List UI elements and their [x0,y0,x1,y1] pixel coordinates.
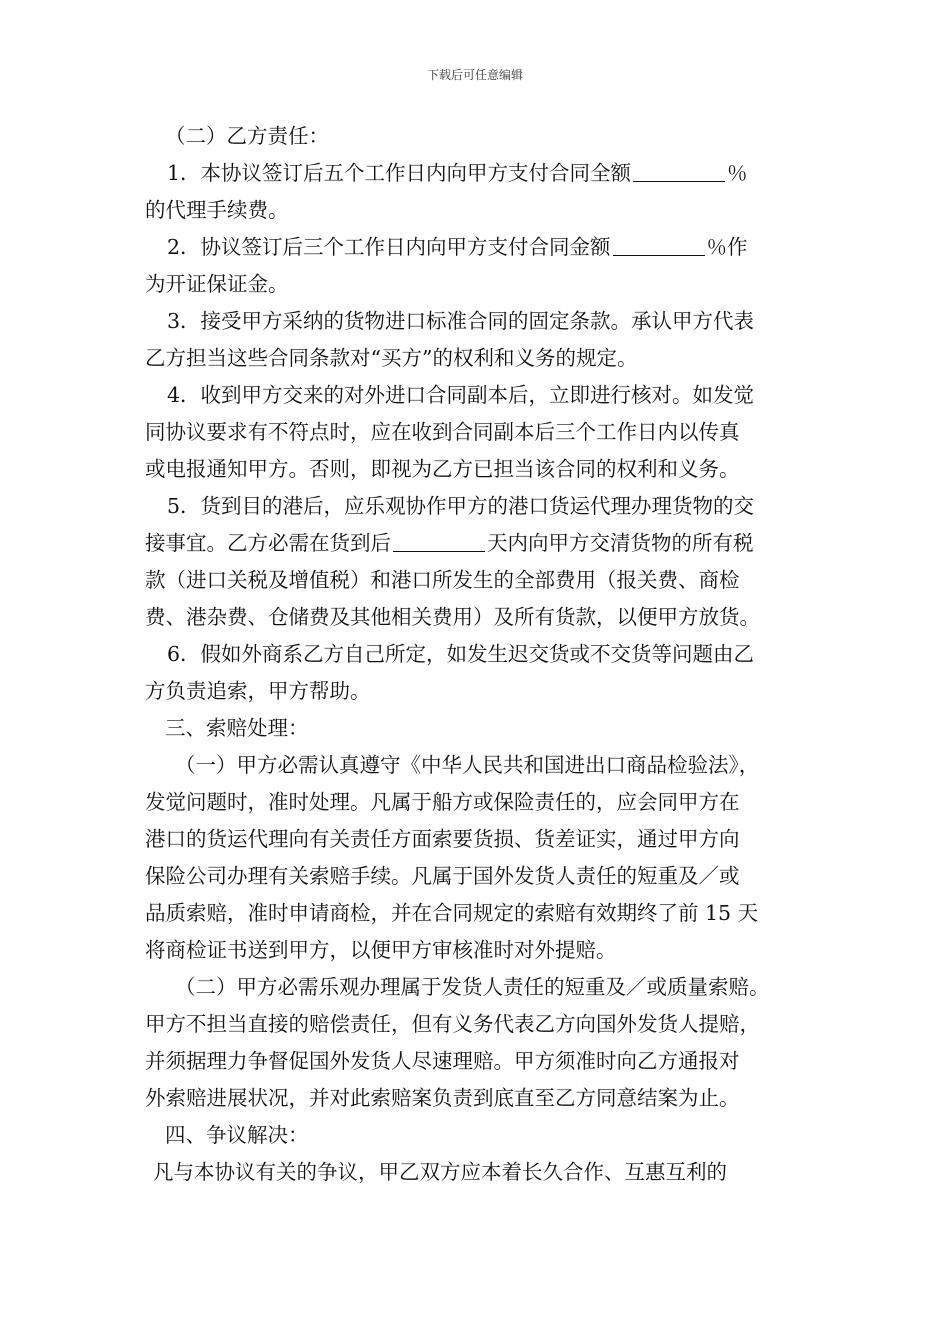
paragraph-line: 品质索赔，准时申请商检，并在合同规定的索赔有效期终了前 15 天 [145,901,759,925]
fill-blank [613,235,705,256]
fill-blank [633,161,725,182]
paragraph-line: 4．收到甲方交来的对外进口合同副本后，立即进行核对。如发觉 [167,383,755,407]
paragraph-line: 发觉问题时，准时处理。凡属于船方或保险责任的，应会同甲方在 [145,790,740,814]
paragraph-line: 将商检证书送到甲方，以便甲方审核准时对外提赔。 [145,938,617,962]
paragraph-line: 保险公司办理有关索赔手续。凡属于国外发货人责任的短重及／或 [145,864,740,888]
paragraph-line: 6．假如外商系乙方自己所定，如发生迟交货或不交货等问题由乙 [167,642,755,666]
paragraph-line: 同协议要求有不符点时，应在收到合同副本后三个工作日内以传真 [145,420,740,444]
paragraph-line: 3．接受甲方采纳的货物进口标准合同的固定条款。承认甲方代表 [167,309,755,333]
fill-blank [393,531,485,552]
paragraph-line: 乙方担当这些合同条款对“买方”的权利和义务的规定。 [145,346,638,370]
paragraph-line: 的代理手续费。 [145,198,289,222]
document-body [145,118,810,1191]
paragraph-line: 1．本协议签订后五个工作日内向甲方支付合同全额 ％ [167,161,748,185]
section-heading: （二）乙方责任： [165,124,329,148]
paragraph-line: 5．货到目的港后，应乐观协作甲方的港口货运代理办理货物的交 [167,494,755,518]
page-header: 下载后可任意编辑 [426,68,523,82]
paragraph-line: 外索赔进展状况，并对此索赔案负责到底直至乙方同意结案为止。 [145,1086,740,1110]
paragraph-line: 款（进口关税及增值税）和港口所发生的全部费用（报关费、商检 [145,568,740,592]
section-heading: 三、索赔处理： [165,716,309,740]
paragraph-line: 为开证保证金。 [145,272,289,296]
paragraph-line: 2．协议签订后三个工作日内向甲方支付合同金额 ％作 [167,235,748,259]
paragraph-line: 港口的货运代理向有关责任方面索要货损、货差证实，通过甲方向 [145,827,740,851]
paragraph-line: 甲方不担当直接的赔偿责任，但有义务代表乙方向国外发货人提赔， [145,1012,760,1036]
paragraph-line: 或电报通知甲方。否则，即视为乙方已担当该合同的权利和义务。 [145,457,740,481]
section-heading: 四、争议解决： [165,1123,309,1147]
paragraph-line: 费、港杂费、仓储费及其他相关费用）及所有货款，以便甲方放货。 [145,605,760,629]
paragraph-line: 方负责追索，甲方帮助。 [145,679,371,703]
paragraph-line: （一）甲方必需认真遵守《中华人民共和国进出口商品检验法》， [175,753,760,777]
paragraph-line: （二）甲方必需乐观办理属于发货人责任的短重及／或质量索赔。 [175,975,770,999]
paragraph-line: 并须据理力争督促国外发货人尽速理赔。甲方须准时向乙方通报对 [145,1049,740,1073]
paragraph-line: 凡与本协议有关的争议，甲乙双方应本着长久合作、互惠互利的 [153,1160,727,1184]
paragraph-line: 接事宜。乙方必需在货到后 天内向甲方交清货物的所有税 [145,531,754,555]
